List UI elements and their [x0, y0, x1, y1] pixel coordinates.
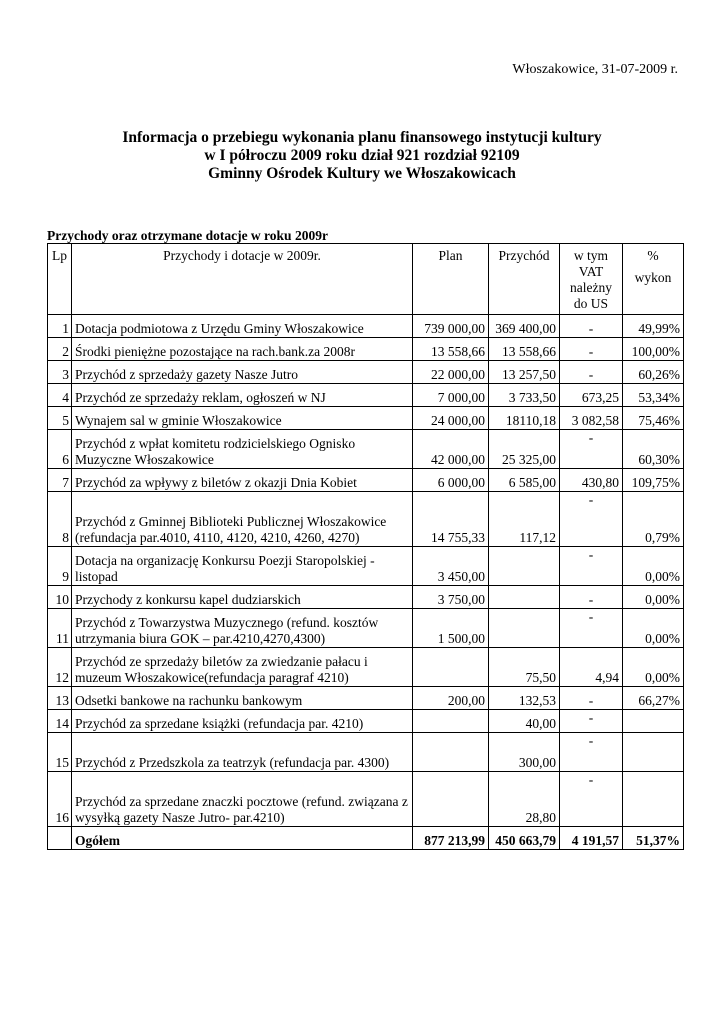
row-lp: 15 — [48, 733, 72, 772]
table-header-row — [48, 244, 684, 315]
row-description: Dotacja na organizację Konkursu Poezji Staropolskiej - listopad — [72, 547, 413, 586]
row-lp: 3 — [48, 361, 72, 384]
total-vat: 4 191,57 — [560, 827, 623, 850]
row-plan: 14 755,33 — [413, 492, 489, 547]
row-description: Przychód za wpływy z biletów z okazji Dnia Kobiet — [72, 469, 413, 492]
row-lp: 13 — [48, 687, 72, 710]
row-percent: 60,30% — [623, 430, 684, 469]
row-percent: 60,26% — [623, 361, 684, 384]
total-plan: 877 213,99 — [413, 827, 489, 850]
row-income: 40,00 — [489, 710, 560, 733]
row-plan: 24 000,00 — [413, 407, 489, 430]
row-lp: 11 — [48, 609, 72, 648]
row-income: 300,00 — [489, 733, 560, 772]
table-row — [48, 407, 684, 430]
table-row — [48, 733, 684, 772]
row-lp: 5 — [48, 407, 72, 430]
table-row — [48, 687, 684, 710]
row-percent: 0,79% — [623, 492, 684, 547]
total-income: 450 663,79 — [489, 827, 560, 850]
revenue-table — [47, 243, 684, 850]
row-lp: 16 — [48, 772, 72, 827]
row-percent — [623, 772, 684, 827]
row-description: Dotacja podmiotowa z Urzędu Gminy Włoszakowice — [72, 315, 413, 338]
row-lp: 12 — [48, 648, 72, 687]
row-vat: - — [560, 547, 623, 586]
row-income: 117,12 — [489, 492, 560, 547]
row-percent: 100,00% — [623, 338, 684, 361]
row-income: 13 558,66 — [489, 338, 560, 361]
row-income: 75,50 — [489, 648, 560, 687]
row-income: 3 733,50 — [489, 384, 560, 407]
row-income — [489, 586, 560, 609]
row-description: Przychód ze sprzedaży biletów za zwiedzanie pałacu i muzeum Włoszakowice(refundacja paragraf 4210) — [72, 648, 413, 687]
row-income: 13 257,50 — [489, 361, 560, 384]
row-percent: 53,34% — [623, 384, 684, 407]
title-line-2: w I półroczu 2009 roku dział 921 rozdział 92109 — [204, 147, 520, 164]
header-vat: w tym VAT należny do US — [560, 244, 623, 315]
row-vat: - — [560, 609, 623, 648]
row-income: 18110,18 — [489, 407, 560, 430]
table-row — [48, 772, 684, 827]
row-plan — [413, 772, 489, 827]
row-percent: 0,00% — [623, 586, 684, 609]
row-vat: - — [560, 315, 623, 338]
table-row — [48, 430, 684, 469]
table-row — [48, 648, 684, 687]
row-vat: - — [560, 710, 623, 733]
row-plan: 7 000,00 — [413, 384, 489, 407]
table-row — [48, 710, 684, 733]
total-row — [48, 827, 684, 850]
row-description: Przychód za sprzedane znaczki pocztowe (refund. związana z wysyłką gazety Nasze Jutro- par.4210) — [72, 772, 413, 827]
title-line-1: Informacja o przebiegu wykonania planu finansowego instytucji kultury — [122, 129, 602, 146]
row-lp: 8 — [48, 492, 72, 547]
row-description: Wynajem sal w gminie Włoszakowice — [72, 407, 413, 430]
row-plan: 42 000,00 — [413, 430, 489, 469]
row-vat: - — [560, 338, 623, 361]
row-plan: 3 750,00 — [413, 586, 489, 609]
row-income: 6 585,00 — [489, 469, 560, 492]
row-lp: 6 — [48, 430, 72, 469]
row-lp: 4 — [48, 384, 72, 407]
table-row — [48, 547, 684, 586]
row-income — [489, 547, 560, 586]
row-description: Przychód z Przedszkola za teatrzyk (refundacja par. 4300) — [72, 733, 413, 772]
row-description: Przychód z Towarzystwa Muzycznego (refund. kosztów utrzymania biura GOK – par.4210,4270,4300) — [72, 609, 413, 648]
row-lp: 14 — [48, 710, 72, 733]
row-percent — [623, 710, 684, 733]
header-percent-label: wykon — [634, 270, 672, 285]
row-income — [489, 609, 560, 648]
row-plan: 6 000,00 — [413, 469, 489, 492]
row-percent: 0,00% — [623, 547, 684, 586]
row-plan — [413, 648, 489, 687]
table-row — [48, 361, 684, 384]
row-lp: 2 — [48, 338, 72, 361]
row-income: 132,53 — [489, 687, 560, 710]
row-lp: 10 — [48, 586, 72, 609]
row-vat: - — [560, 687, 623, 710]
row-vat: - — [560, 430, 623, 469]
section-title: Przychody oraz otrzymane dotacje w roku 2009r — [47, 228, 328, 243]
row-lp: 7 — [48, 469, 72, 492]
row-vat: - — [560, 733, 623, 772]
row-lp: 9 — [48, 547, 72, 586]
row-vat: 673,25 — [560, 384, 623, 407]
header-lp: Lp — [48, 244, 72, 315]
row-income: 25 325,00 — [489, 430, 560, 469]
row-percent: 75,46% — [623, 407, 684, 430]
row-description: Przychód z sprzedaży gazety Nasze Jutro — [72, 361, 413, 384]
row-percent: 0,00% — [623, 609, 684, 648]
row-percent: 66,27% — [623, 687, 684, 710]
row-vat: - — [560, 772, 623, 827]
row-percent: 0,00% — [623, 648, 684, 687]
row-vat: 3 082,58 — [560, 407, 623, 430]
row-description: Przychód z wpłat komitetu rodzicielskiego Ognisko Muzyczne Włoszakowice — [72, 430, 413, 469]
row-vat: - — [560, 492, 623, 547]
row-vat: 430,80 — [560, 469, 623, 492]
header-income: Przychód — [489, 244, 560, 315]
total-label: Ogółem — [72, 827, 413, 850]
row-income: 369 400,00 — [489, 315, 560, 338]
row-lp: 1 — [48, 315, 72, 338]
row-plan: 739 000,00 — [413, 315, 489, 338]
row-plan: 13 558,66 — [413, 338, 489, 361]
title-line-3: Gminny Ośrodek Kultury we Włoszakowicach — [208, 165, 516, 182]
row-description: Przychód ze sprzedaży reklam, ogłoszeń w NJ — [72, 384, 413, 407]
row-vat: - — [560, 586, 623, 609]
row-vat: - — [560, 361, 623, 384]
row-description: Środki pieniężne pozostające na rach.bank.za 2008r — [72, 338, 413, 361]
row-plan: 3 450,00 — [413, 547, 489, 586]
table-row — [48, 338, 684, 361]
header-plan: Plan — [413, 244, 489, 315]
row-percent — [623, 733, 684, 772]
table-row — [48, 586, 684, 609]
row-vat: 4,94 — [560, 648, 623, 687]
row-percent: 49,99% — [623, 315, 684, 338]
document-date: Włoszakowice, 31-07-2009 r. — [512, 62, 678, 77]
row-description: Odsetki bankowe na rachunku bankowym — [72, 687, 413, 710]
header-percent — [623, 244, 684, 315]
row-plan — [413, 710, 489, 733]
row-description: Przychód za sprzedane książki (refundacja par. 4210) — [72, 710, 413, 733]
header-description: Przychody i dotacje w 2009r. — [72, 244, 413, 315]
row-plan: 22 000,00 — [413, 361, 489, 384]
total-percent: 51,37% — [623, 827, 684, 850]
row-plan: 200,00 — [413, 687, 489, 710]
row-percent: 109,75% — [623, 469, 684, 492]
header-percent-symbol: % — [647, 248, 659, 263]
row-description: Przychody z konkursu kapel dudziarskich — [72, 586, 413, 609]
table-row — [48, 609, 684, 648]
row-plan: 1 500,00 — [413, 609, 489, 648]
table-row — [48, 384, 684, 407]
total-lp — [48, 827, 72, 850]
row-description: Przychód z Gminnej Biblioteki Publicznej Włoszakowice (refundacja par.4010, 4110, 4120, 4210, 4260, 4270) — [72, 492, 413, 547]
row-income: 28,80 — [489, 772, 560, 827]
table-row — [48, 469, 684, 492]
row-plan — [413, 733, 489, 772]
table-row — [48, 492, 684, 547]
table-row — [48, 315, 684, 338]
document-title — [0, 129, 724, 183]
